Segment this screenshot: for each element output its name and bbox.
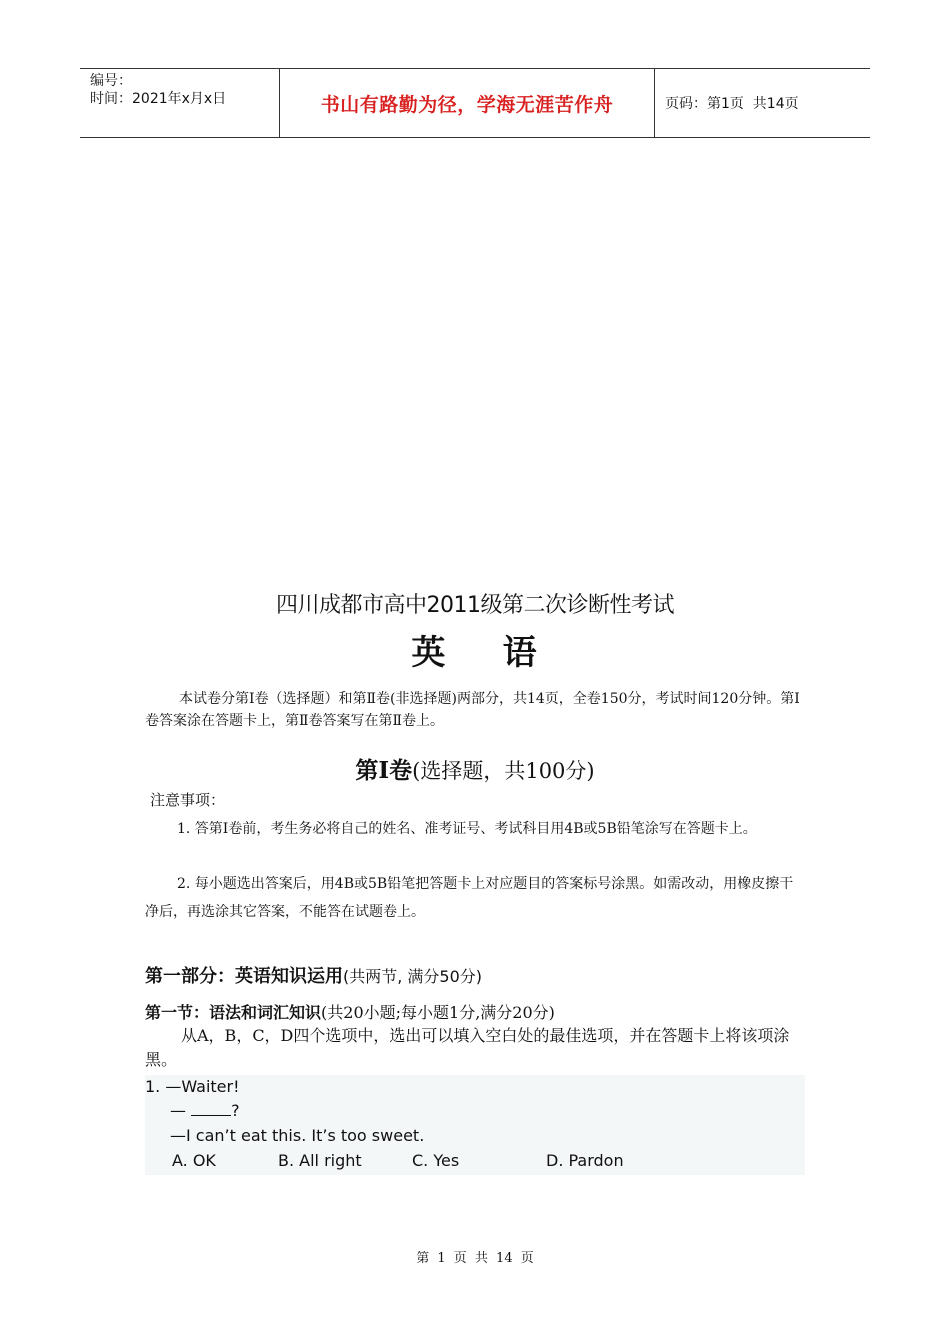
volume1-title: 第Ⅰ卷 — [355, 757, 413, 784]
option-a: A. OK — [172, 1151, 216, 1170]
exam-intro: 本试卷分第Ⅰ卷（选择题）和第Ⅱ卷(非选择题)两部分，共14页，全卷150分，考试时间120分钟。第Ⅰ卷答案涂在答题卡上，第Ⅱ卷答案写在第Ⅱ卷上。 — [145, 691, 800, 729]
question-1-block — [145, 1075, 805, 1175]
section1-detail: (共20小题;每小题1分,满分20分) — [321, 1003, 555, 1022]
note-item-1: 1. 答第I卷前，考生务必将自己的姓名、准考证号、考试科目用4B或5B铅笔涂写在答题卡上。 — [177, 821, 757, 837]
note-item-2: 2. 每小题选出答案后，用4B或5B铅笔把答题卡上对应题目的答案标号涂黑。如需改动，用橡皮擦干净后，再选涂其它答案，不能答在试题卷上。 — [145, 876, 794, 920]
part1-detail: (共两节, 满分50分) — [343, 967, 483, 986]
header-time: 时间：2021年x月x日 — [90, 91, 227, 107]
header-meta — [80, 69, 280, 137]
part1-heading — [145, 962, 482, 988]
volume1-heading — [0, 752, 950, 785]
question-1-line3: —I can’t eat this. It’s too sweet. — [170, 1126, 425, 1145]
question-1-line1: 1. —Waiter! — [145, 1077, 240, 1096]
option-b: B. All right — [278, 1151, 362, 1170]
volume1-subtitle: (选择题，共100分) — [412, 759, 595, 783]
section1-heading — [145, 1000, 555, 1023]
exam-title: 四川成都市高中2011级第二次诊断性考试 — [276, 593, 674, 618]
page-footer: 第 1 页 共 14 页 — [416, 1251, 534, 1266]
section1-title: 第一节：语法和词汇知识 — [145, 1003, 322, 1022]
notes-heading: 注意事项： — [150, 791, 226, 809]
option-d: D. Pardon — [546, 1151, 624, 1170]
header-motto: 书山有路勤为径，学海无涯苦作舟 — [280, 69, 655, 137]
question-1-line2-prefix: — — [170, 1101, 192, 1120]
header-table — [80, 68, 870, 138]
exam-subject — [0, 625, 950, 674]
header-page-label: 页码：第1页 共14页 — [665, 96, 799, 112]
header-page — [655, 69, 870, 137]
answer-blank — [191, 1101, 231, 1116]
question-1-line2 — [170, 1101, 240, 1120]
exam-subject-text: 英 语 — [411, 633, 539, 673]
part1-title: 第一部分：英语知识运用 — [145, 966, 343, 987]
question-1-line2-suffix: ? — [231, 1101, 240, 1120]
section1-instruction: 从A，B，C，D四个选项中，选出可以填入空白处的最佳选项，并在答题卡上将该项涂黑。 — [145, 1026, 790, 1069]
option-c: C. Yes — [412, 1151, 460, 1170]
header-number: 编号： — [90, 73, 132, 89]
